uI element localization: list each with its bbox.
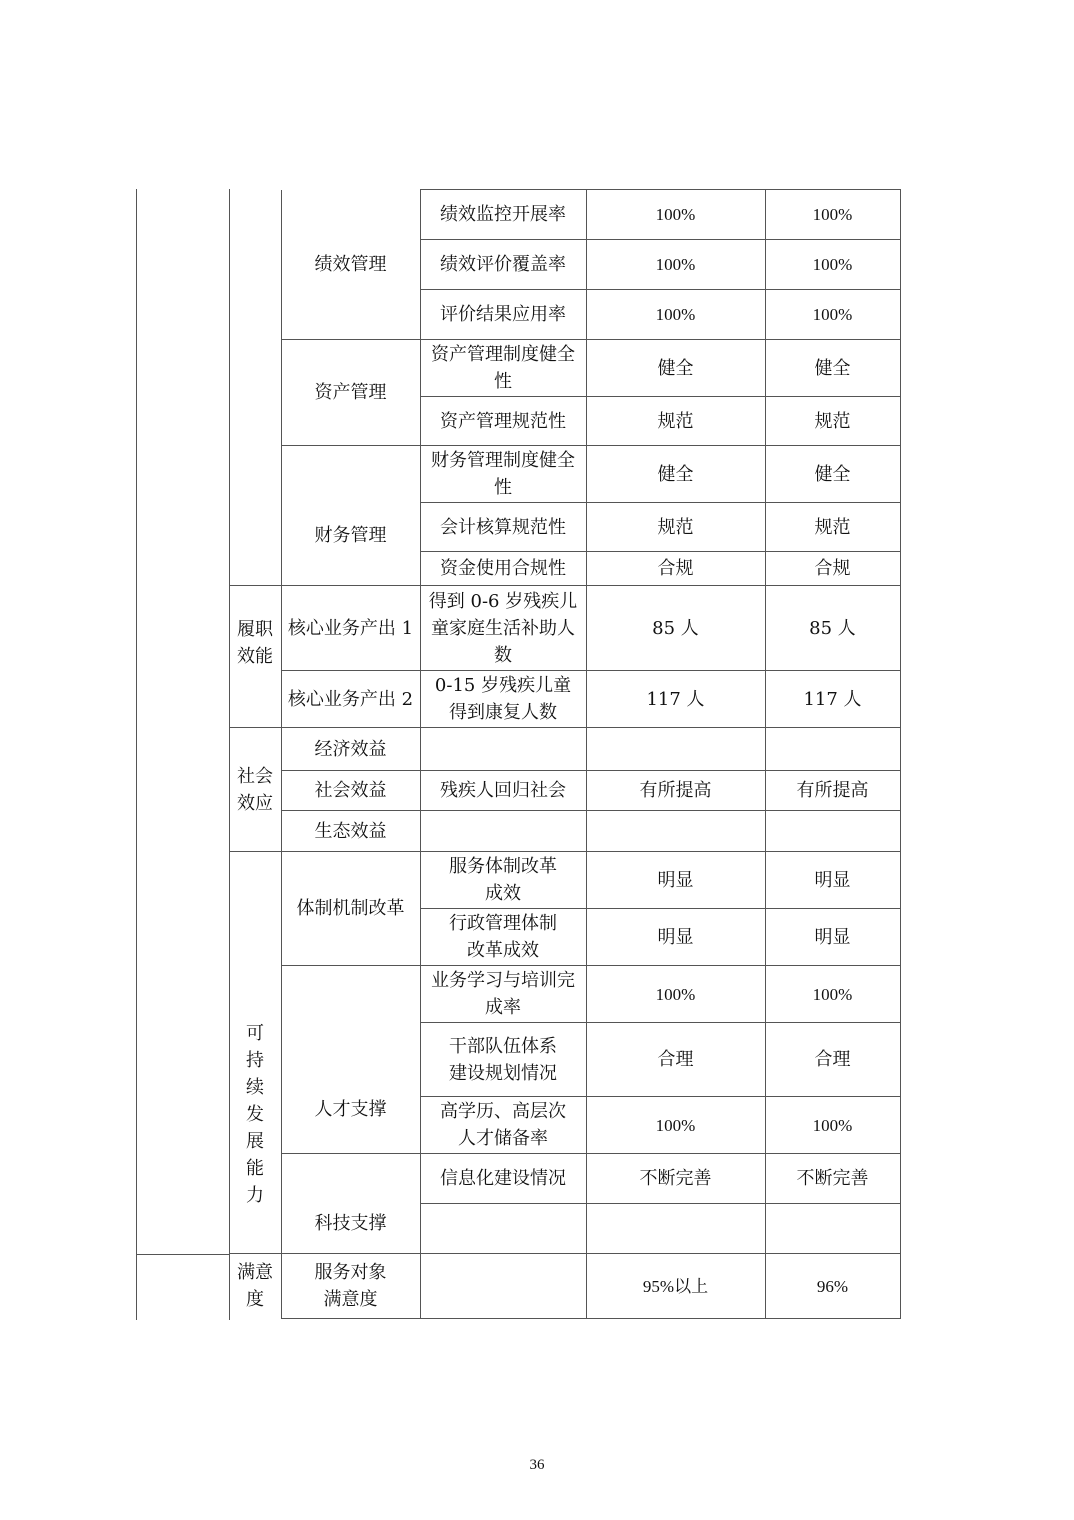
actual-cell [765,586,900,671]
actual-cell [765,728,900,771]
indicator-cell [420,446,586,503]
target-value: 85 人 [652,617,699,639]
sub-category-label: 科技支撑 [314,1213,387,1234]
sub-category-cell [281,1154,420,1254]
actual-value: 明显 [814,926,851,948]
target-cell [586,1154,765,1204]
actual-cell [765,966,900,1023]
category-cell [281,446,420,586]
actual-cell [765,852,900,909]
actual-cell [765,671,900,728]
indicator-label: 高学历、高层次人才储备率 [440,1101,566,1149]
actual-value: 100% [812,255,853,274]
actual-value: 明显 [814,869,851,891]
level2-blank-cell [229,190,281,586]
sub-category-cell [281,811,420,852]
actual-cell [765,552,900,586]
level2-label: 满意度 [237,1262,273,1311]
actual-cell [765,190,900,240]
actual-value: 规范 [814,516,851,538]
indicator-label: 绩效评价覆盖率 [440,254,566,275]
indicator-cell [420,1097,586,1154]
actual-value: 96% [816,1276,849,1296]
target-value: 合规 [657,558,694,579]
indicator-label: 干部队伍体系建设规划情况 [449,1035,557,1084]
target-value: 不断完善 [639,1168,712,1189]
indicator-cell [420,240,586,290]
indicator-cell [420,503,586,552]
indicator-cell [420,909,586,966]
performance-indicator-table [136,189,901,1319]
indicator-label: 财务管理制度健全性 [431,450,575,498]
indicator-label: 绩效监控开展率 [440,204,566,225]
indicator-cell [420,190,586,240]
category-label: 财务管理 [314,525,387,546]
level2-cell [229,852,281,1254]
level2-cell [229,586,281,728]
target-cell [586,586,765,671]
target-cell [586,397,765,446]
level2-column-border [229,189,230,1320]
actual-cell [765,240,900,290]
sub-category-cell [281,728,420,771]
sub-category-cell [281,586,420,671]
target-cell [586,909,765,966]
indicator-cell [420,1023,586,1097]
target-cell [586,190,765,240]
actual-cell [765,446,900,503]
indicator-cell [420,728,586,771]
indicator-cell [420,671,586,728]
indicator-label: 资金使用合规性 [440,558,566,579]
indicator-cell [420,552,586,586]
target-cell [586,446,765,503]
target-value: 95%以上 [642,1276,709,1296]
indicator-label: 行政管理体制改革成效 [449,913,557,961]
target-value: 规范 [657,516,694,538]
indicator-label: 服务体制改革成效 [449,856,557,904]
indicator-label: 会计核算规范性 [440,516,566,538]
target-cell [586,671,765,728]
indicator-label: 评价结果应用率 [440,304,566,325]
actual-value: 合理 [814,1049,851,1070]
actual-value: 有所提高 [796,780,869,801]
indicator-cell [420,1154,586,1204]
indicator-cell [420,852,586,909]
section-divider [136,1254,230,1255]
table-row [136,1254,900,1319]
indicator-cell [420,811,586,852]
target-cell [586,966,765,1023]
indicator-cell [420,340,586,397]
table-row [136,728,900,771]
actual-cell [765,1023,900,1097]
actual-cell [765,1154,900,1204]
indicator-cell [420,966,586,1023]
sub-category-label: 体制机制改革 [296,898,405,919]
sub-category-cell [281,852,420,966]
target-cell [586,771,765,811]
target-value: 明显 [657,869,694,891]
actual-value: 合规 [814,558,851,579]
actual-cell [765,503,900,552]
actual-cell [765,1204,900,1254]
indicator-label: 资产管理制度健全性 [431,344,575,392]
indicator-label: 资产管理规范性 [440,410,566,432]
target-cell [586,811,765,852]
actual-value: 100% [812,984,853,1004]
actual-value: 规范 [814,410,851,432]
target-value: 有所提高 [639,780,712,801]
target-value: 117 人 [646,688,705,710]
sub-category-label: 核心业务产出 1 [287,617,414,639]
indicator-cell [420,771,586,811]
target-cell [586,1204,765,1254]
sub-category-label: 社会效益 [314,780,387,801]
table-row [136,586,900,671]
sub-category-label: 服务对象满意度 [314,1262,387,1310]
target-value: 规范 [657,410,694,432]
target-cell [586,1254,765,1319]
target-value: 100% [655,205,696,224]
target-value: 合理 [657,1049,694,1070]
level2-cell [229,728,281,852]
category-label: 绩效管理 [314,253,387,275]
level2-label: 可持续发展能力 [246,1023,264,1206]
table-row [136,190,900,240]
target-value: 100% [655,305,696,324]
level2-cell [229,1254,281,1319]
target-cell [586,552,765,586]
sub-category-cell [281,1254,420,1319]
target-cell [586,290,765,340]
table-row [136,852,900,909]
indicator-cell [420,1254,586,1319]
actual-cell [765,1097,900,1154]
sub-category-cell [281,671,420,728]
level2-label: 履职效能 [237,619,273,667]
target-cell [586,340,765,397]
target-cell [586,1023,765,1097]
indicator-cell [420,290,586,340]
actual-cell [765,811,900,852]
sub-category-cell [281,966,420,1154]
target-cell [586,240,765,290]
sub-category-label: 人才支撑 [314,1099,387,1120]
actual-value: 85 人 [809,617,856,639]
target-value: 明显 [657,926,694,948]
category-cell [281,340,420,446]
actual-value: 100% [812,305,853,324]
level1-blank-cell [136,190,229,1319]
indicator-label: 残疾人回归社会 [440,780,566,801]
indicator-cell [420,1204,586,1254]
target-cell [586,1097,765,1154]
actual-cell [765,1254,900,1319]
target-value: 100% [655,1115,696,1135]
actual-cell [765,340,900,397]
page-number: 36 [529,1457,545,1473]
indicator-cell [420,586,586,671]
actual-value: 健全 [814,357,851,379]
indicator-label: 得到 0-6 岁残疾儿童家庭生活补助人数 [428,590,578,666]
sub-category-label: 生态效益 [314,820,387,842]
actual-value: 117 人 [803,688,862,710]
target-value: 健全 [657,463,694,485]
actual-cell [765,290,900,340]
category-label: 资产管理 [314,382,387,403]
category-cell [281,190,420,340]
indicator-cell [420,397,586,446]
actual-cell [765,909,900,966]
sub-category-cell [281,771,420,811]
target-value: 健全 [657,357,694,379]
target-value: 100% [655,984,696,1004]
sub-category-label: 核心业务产出 2 [287,688,414,710]
actual-cell [765,771,900,811]
indicator-label: 信息化建设情况 [440,1168,566,1189]
target-cell [586,852,765,909]
actual-value: 100% [812,1115,853,1135]
actual-value: 不断完善 [796,1168,869,1189]
actual-cell [765,397,900,446]
indicator-label: 0-15 岁残疾儿童得到康复人数 [434,675,572,723]
actual-value: 健全 [814,463,851,485]
target-value: 100% [655,255,696,274]
level2-label: 社会效应 [237,765,273,814]
target-cell [586,728,765,771]
sub-category-label: 经济效益 [314,738,387,760]
indicator-label: 业务学习与培训完成率 [431,970,575,1018]
target-cell [586,503,765,552]
actual-value: 100% [812,205,853,224]
